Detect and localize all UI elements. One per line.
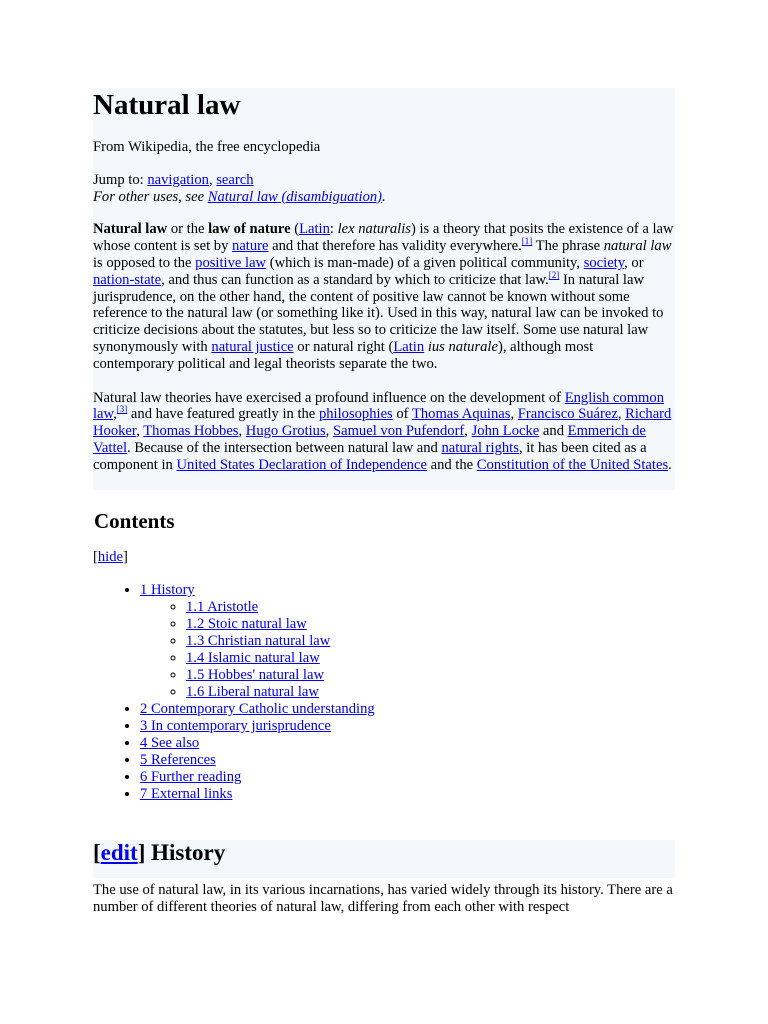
toc-item [140,769,675,786]
site-tagline: From Wikipedia, the free encyclopedia [93,139,321,155]
search-link[interactable]: search [216,171,254,188]
toc-toggle: [hide] [93,549,128,565]
us-constitution-link[interactable]: Constitution of the United States [476,456,669,473]
philosophies-link[interactable]: philosophies [318,406,393,423]
hugo-grotius-link[interactable]: Hugo Grotius [245,423,326,440]
toc-item [186,616,675,633]
thomas-aquinas-link[interactable]: Thomas Aquinas [411,406,511,423]
intro-paragraph-1: Natural law or the law of nature (Latin: lex naturalis) is a theory that posits the existence of a law whose content is set by nature and that therefore has validity everywhere.[1] The phrase natural law is opposed to the positive law (which is man-made) of a given political community, society, or nation-state, and thus can function as a standard by which to criticize that law.[2] In natural law jurisprudence, on the other hand, the content of positive law cannot be known without some reference to the natural law (or something like it). Used in this way, natural law can be invoked to criticize decisions about the statutes, but less so to criticize the law itself. Some use natural law synonymously with natural justice or natural right (Latin ius naturale), although most contemporary political and legal theorists separate the two. [93,221,674,372]
natural-justice-link[interactable]: natural justice [211,338,294,355]
edit-link[interactable]: edit [100,840,138,865]
citation-link[interactable]: [3] [116,404,128,415]
toc-link-history[interactable]: 1 History [140,581,195,598]
emmerich-de-vattel-link[interactable]: Emmerich de Vattel [93,423,646,456]
history-paragraph: The use of natural law, in its various incarnations, has varied widely through its history. There are a number of different theories of natural law, differing from each other with respect [93,882,673,915]
toc-item [186,650,675,667]
toc-link-liberal[interactable]: 1.6 Liberal natural law [186,683,319,700]
natural-rights-link[interactable]: natural rights [441,439,519,456]
toc-link-jurisprudence[interactable]: 3 In contemporary jurisprudence [140,717,331,734]
nation-state-link[interactable]: nation-state [93,271,162,288]
toc-item [140,752,675,769]
article-intro [93,88,675,490]
intro-paragraph-2: Natural law theories have exercised a profound influence on the development of English common law,[3] and have featured greatly in the philosophies of Thomas Aquinas, Francisco Suárez, Richard Hooker, Thomas Hobbes, Hugo Grotius, Samuel von Pufendorf, John Locke and Emmerich de Vattel. Because of the intersection between natural law and natural rights, it has been cited as a component in United States Declaration of Independence and the Constitution of the United States. [93,389,672,473]
citation-link[interactable]: [1] [521,236,533,247]
toc-hide-link[interactable]: hide [97,549,124,565]
toc-item [186,667,675,684]
richard-hooker-link[interactable]: Richard Hooker [93,406,672,440]
toc-link-islamic[interactable]: 1.4 Islamic natural law [186,649,320,666]
nature-link[interactable]: nature [232,238,269,255]
toc-link-catholic[interactable]: 2 Contemporary Catholic understanding [140,700,375,717]
toc-link-external-links[interactable]: 7 External links [140,785,233,802]
toc-item [140,701,675,718]
toc-link-stoic[interactable]: 1.2 Stoic natural law [186,615,307,632]
latin-link[interactable]: Latin [393,338,425,355]
toc-list [93,582,675,803]
table-of-contents [93,508,675,803]
history-section-header [93,840,675,878]
latin-link[interactable]: Latin [299,221,330,238]
samuel-von-pufendorf-link[interactable]: Samuel von Pufendorf [332,423,465,440]
citation-link[interactable]: [2] [548,269,560,280]
society-link[interactable]: society [583,254,625,271]
toc-item [186,633,675,650]
toc-link-references[interactable]: 5 References [140,751,216,768]
toc-item [140,735,675,752]
jump-to-links: Jump to: navigation, search [93,171,254,188]
francisco-suarez-link[interactable]: Francisco Suárez [517,406,618,423]
toc-link-christian[interactable]: 1.3 Christian natural law [186,632,331,649]
toc-sublist [140,599,675,701]
toc-title: Contents [94,509,175,533]
toc-item [140,582,675,701]
navigation-link[interactable]: navigation [147,171,209,188]
section-heading: [edit] History [93,840,226,865]
john-locke-link[interactable]: John Locke [471,423,540,440]
toc-item [186,599,675,616]
hatnote: For other uses, see Natural law (disambiguation). [93,188,386,205]
jump-label: Jump to: [93,171,144,188]
english-common-law-link[interactable]: English common law [93,389,665,423]
toc-item [140,718,675,735]
disambiguation-link[interactable]: Natural law (disambiguation) [207,188,383,205]
declaration-of-independence-link[interactable]: United States Declaration of Independence [176,456,427,473]
toc-item [186,684,675,701]
toc-item [140,786,675,803]
page-title: Natural law [93,89,241,121]
toc-link-see-also[interactable]: 4 See also [140,734,200,751]
positive-law-link[interactable]: positive law [195,254,267,271]
toc-link-further-reading[interactable]: 6 Further reading [140,768,242,785]
toc-link-hobbes[interactable]: 1.5 Hobbes' natural law [186,666,324,683]
thomas-hobbes-link[interactable]: Thomas Hobbes [143,423,239,440]
toc-link-aristotle[interactable]: 1.1 Aristotle [186,598,259,615]
